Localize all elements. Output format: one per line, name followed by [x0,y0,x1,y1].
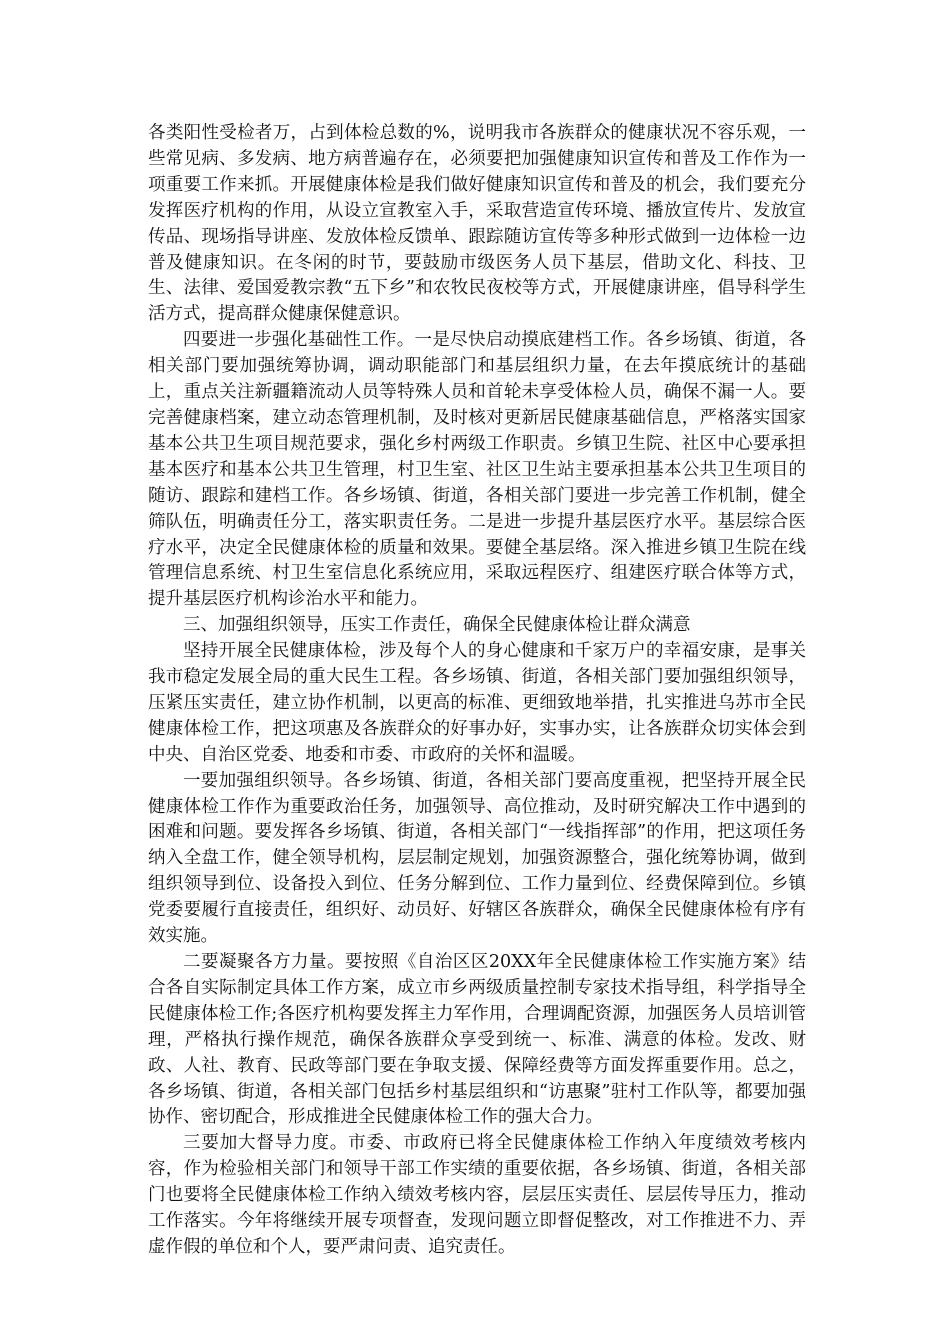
paragraph-supervision: 三要加大督导力度。市委、市政府已将全民健康体检工作纳入年度绩效考核内容，作为检验相关部门和领导干部工作实绩的重要依据，各乡场镇、街道，各相关部门也要将全民健康体检工作纳入绩效考核内容，层层压实责任、层层传导压力，推动工作落实。今年将继续开展专项督查，发现问题立即督促整改，对工作推进不力、弄虚作假的单位和个人，要严肃问责、追究责任。 [148,1133,806,1257]
document-body [148,121,806,1261]
paragraph-section-intro: 坚持开展全民健康体检，涉及每个人的身心健康和千家万户的幸福安康，是事关我市稳定发展全局的重大民生工程。各乡场镇、街道，各相关部门要加强组织领导，压紧压实责任，建立协作机制，以更高的标准、更细致地举措，扎实推进乌苏市全民健康体检工作，把这项惠及各族群众的好事办好，实事办实，让各族群众切实体会到中央、自治区党委、地委和市委、市政府的关怀和温暖。 [148,641,806,765]
paragraph-organizational-leadership: 一要加强组织领导。各乡场镇、街道，各相关部门要高度重视，把坚持开展全民健康体检工作作为重要政治任务，加强领导、高位推动，及时研究解决工作中遇到的困难和问题。要发挥各乡场镇、街道，各相关部门“一线指挥部”的作用，把这项任务纳入全盘工作，健全领导机构，层层制定规划，加强资源整合，强化统筹协调，做到组织领导到位、设备投入到位、任务分解到位、工作力量到位、经费保障到位。乡镇党委要履行直接责任，组织好、动员好、好辖区各族群众，确保全民健康体检有序有效实施。 [148,770,806,947]
paragraph-basic-work: 四要进一步强化基础性工作。一是尽快启动摸底建档工作。各乡场镇、街道，各相关部门要加强统筹协调，调动职能部门和基层组织力量，在去年摸底统计的基础上，重点关注新疆籍流动人员等特殊人员和首轮未享受体检人员，确保不漏一人。要完善健康档案，建立动态管理机制，及时核对更新居民健康基础信息，严格落实国家基本公共卫生项目规范要求，强化乡村两级工作职责。乡镇卫生院、社区中心要承担基本医疗和基本公共卫生管理，村卫生室、社区卫生站主要承担基本公共卫生项目的随访、跟踪和建档工作。各乡场镇、街道，各相关部门要进一步完善工作机制，健全筛队伍，明确责任分工，落实职责任务。二是进一步提升基层医疗水平。基层综合医疗水平，决定全民健康体检的质量和效果。要健全基层络。深入推进乡镇卫生院在线管理信息系统、村卫生室信息化系统应用，采取远程医疗、组建医疗联合体等方式，提升基层医疗机构诊治水平和能力。 [148,330,806,610]
paragraph-health-education: 各类阳性受检者万，占到体检总数的%，说明我市各族群众的健康状况不容乐观，一些常见病、多发病、地方病普遍存在，必须要把加强健康知识宣传和普及工作作为一项重要工作来抓。开展健康体检是我们做好健康知识宣传和普及的机会，我们要充分发挥医疗机构的作用，从设立宣教室入手，采取营造宣传环境、播放宣传片、发放宣传品、现场指导讲座、发放体检反馈单、跟踪随访宣传等多种形式做到一边体检一边普及健康知识。在冬闲的时节，要鼓励市级医务人员下基层，借助文化、科技、卫生、法律、爱国爱教宗教“五下乡”和农牧民夜校等方式，开展健康讲座，倡导科学生活方式，提高群众健康保健意识。 [148,123,806,325]
paragraph-gather-forces: 二要凝聚各方力量。要按照《自治区区20XX年全民健康体检工作实施方案》结合各自实际制定具体工作方案，成立市乡两级质量控制专家技术指导组，科学指导全民健康体检工作;各医疗机构要发挥主力军作用，合理调配资源，加强医务人员培训管理，严格执行操作规范，确保各族群众享受到统一、标准、满意的体检。发改、财政、人社、教育、民政等部门要在争取支援、保障经费等方面发挥重要作用。总之，各乡场镇、街道，各相关部门包括乡村基层组织和“访惠聚”驻村工作队等，都要加强协作、密切配合，形成推进全民健康体检工作的强大合力。 [148,952,806,1128]
section-heading-3: 三、加强组织领导，压实工作责任，确保全民健康体检让群众满意 [183,615,691,636]
